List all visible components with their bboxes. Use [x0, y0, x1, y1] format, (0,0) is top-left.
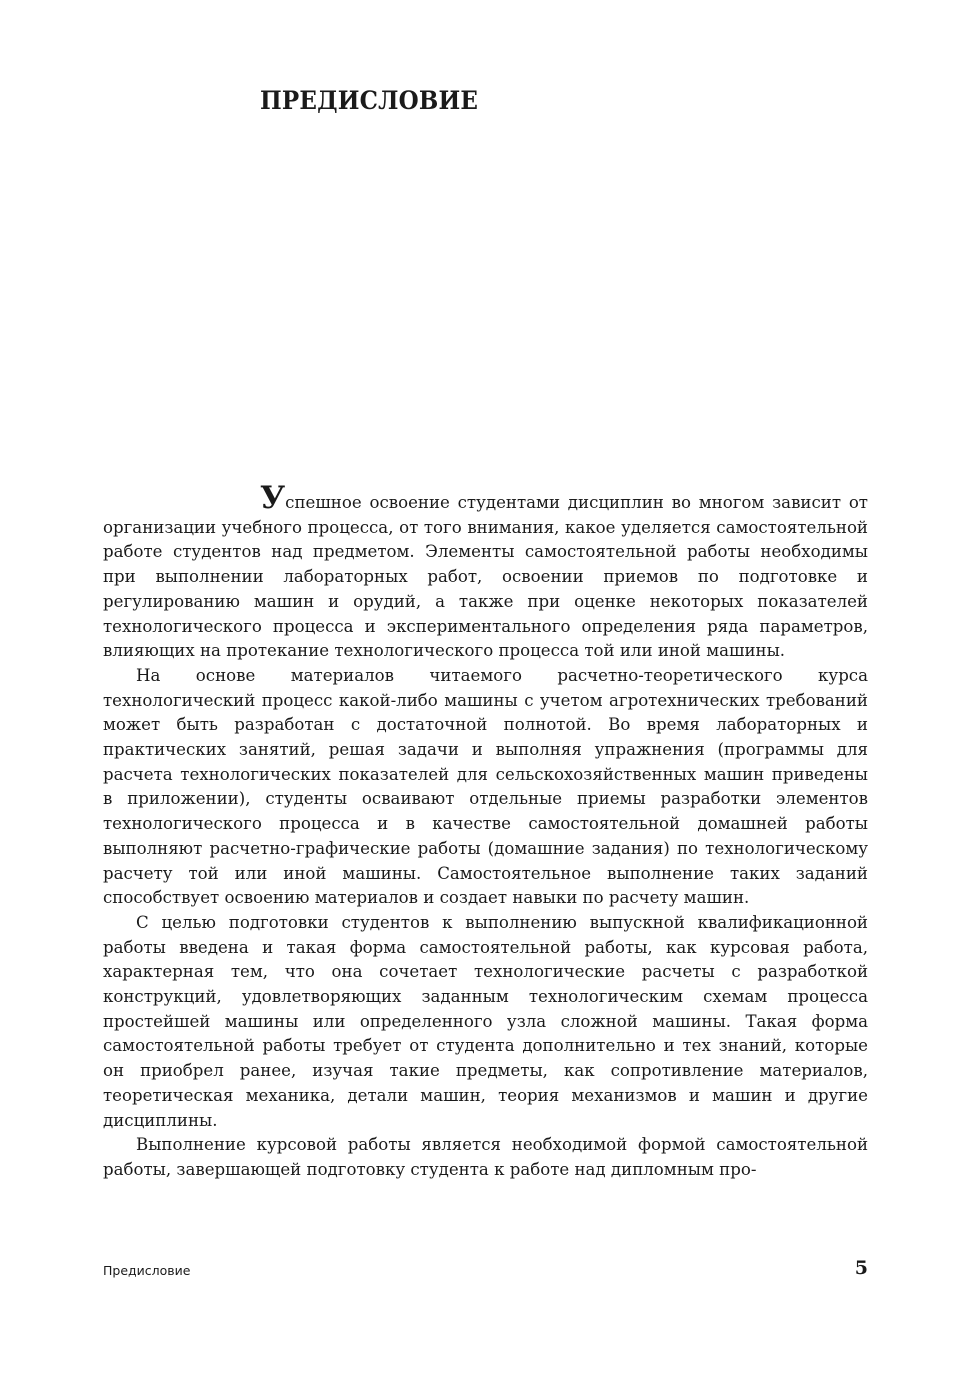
paragraph-3: С целью подготовки студентов к выполнению выпускной квалификационной работы введена и такая форма самостоятельной работы, как курсовая работа, характерная тем, что она сочетает технологические расчеты с разработкой конструкций, удовлетворяющих заданным технологическим схемам процесса простейшей машины или определенного узла сложной машины. Такая форма самостоятельной работы требует от студента дополнительно и тех знаний, которые он приобрел ранее, изучая такие предметы, как сопротивление материалов, теоретическая механика, детали машин, теория механизмов и машин и другие дисциплины.	[103, 912, 868, 1130]
footer-section-title: Предисловие	[103, 1263, 191, 1278]
paragraph-4: Выполнение курсовой работы является необходимой формой самостоятельной работы, завершающей подготовку студента к работе над дипломным про-	[103, 1135, 868, 1179]
page-number: 5	[854, 1257, 868, 1279]
page-title: ПРЕДИСЛОВИЕ	[260, 86, 479, 115]
paragraph-2: На основе материалов читаемого расчетно-теоретического курса технологический процесс какой-либо машины с учетом агротехнических требований может быть разработан с достаточной полнотой. Во время лабораторных и практических занятий, решая задачи и выполняя упражнения (программы для расчета технологических показателей для сельскохозяйственных машин приведены в приложении), студенты осваивают отдельные приемы разработки элементов технологического процесса и в качестве самостоятельной домашней работы выполняют расчетно-графические работы (домашние задания) по технологическому расчету той или иной машины. Самостоятельное выполнение таких заданий способствует освоению материалов и создает навыки по расчету машин.	[103, 665, 868, 908]
drop-cap: У	[260, 480, 286, 516]
paragraph-1-text: спешное освоение студентами дисциплин во многом зависит от организации учебного процесса, от того внимания, какое уделяется самостоятельной работе студентов над предметом. Элементы самостоятельной работы необходимы при выполнении лабораторных работ, освоении приемов по подготовке и регулированию машин и орудий, а также при оценке некоторых показателей технологического процесса и экспериментального определения ряда параметров, влияющих на протекание технологического процесса той или иной машины.	[103, 493, 868, 661]
body-text	[103, 480, 868, 1183]
paragraph-1	[103, 480, 868, 664]
